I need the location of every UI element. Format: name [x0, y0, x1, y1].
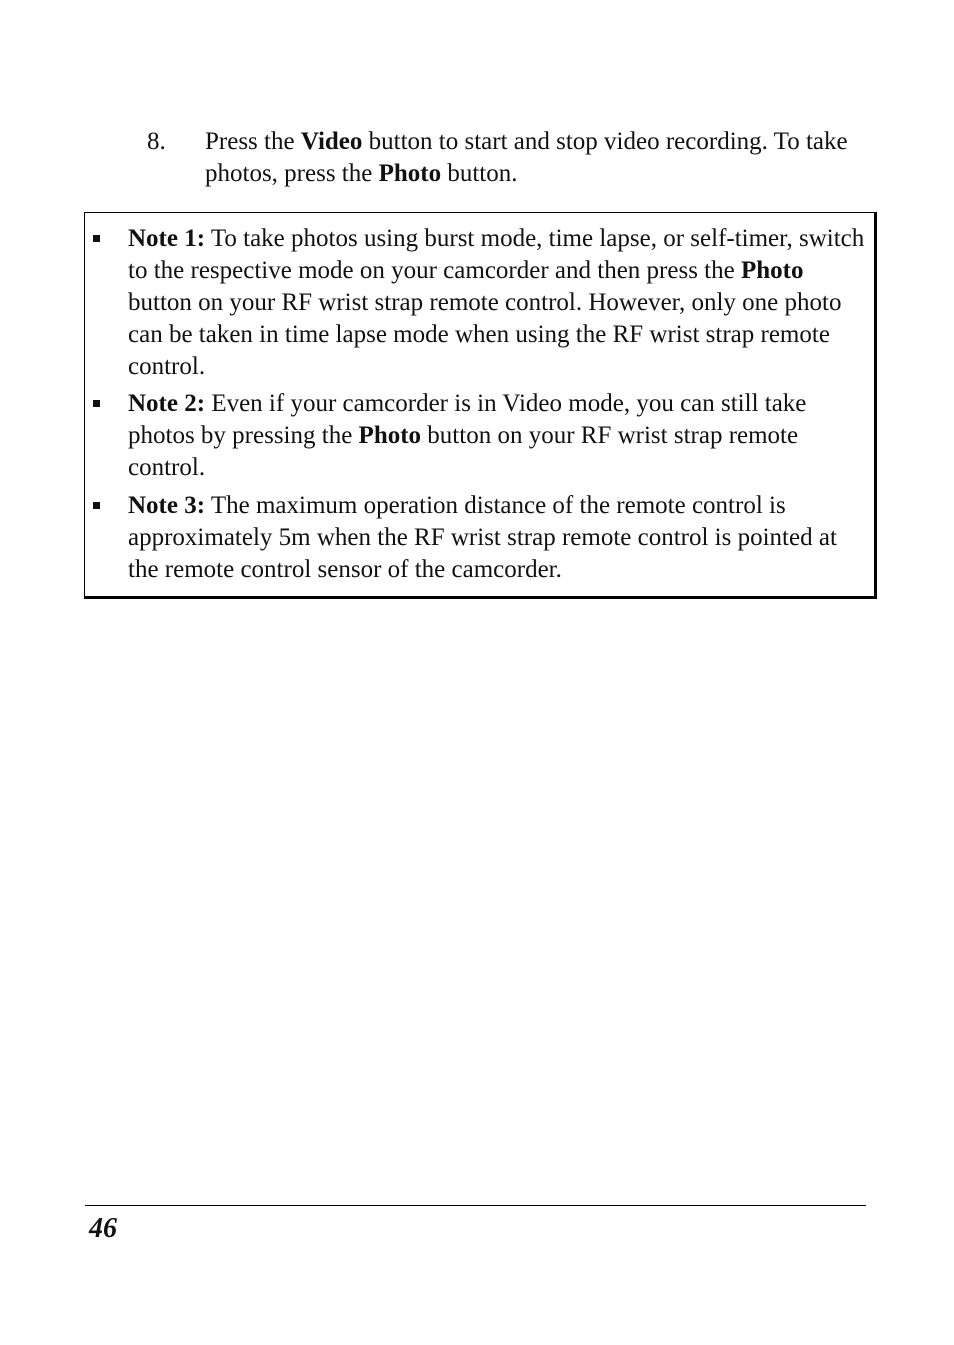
video-button-label: Video [300, 128, 363, 155]
note-text-part: Even if your camcorder is in Video mode, you can still take photos by pressing the [128, 390, 807, 449]
footer-divider [85, 1205, 866, 1206]
bullet-icon [93, 502, 100, 509]
note-label: Note 3: [128, 492, 206, 519]
page-number: 46 [89, 1213, 117, 1244]
note-text-part: button on your RF wrist strap remote control. [128, 422, 799, 481]
step-text-part: Press the [205, 128, 301, 155]
note-text [128, 490, 868, 586]
note-label: Note 1: [128, 225, 206, 252]
photo-button-label: Photo [358, 422, 422, 449]
note-text-part: button on your RF wrist strap remote control. However, only one photo can be taken in time lapse mode when using the RF wrist strap remote control. [128, 289, 842, 380]
step-8 [147, 126, 867, 190]
step-number: 8. [147, 128, 166, 155]
bullet-icon [93, 235, 100, 242]
note-1 [85, 223, 874, 383]
note-3 [85, 490, 874, 586]
step-text [205, 126, 867, 190]
photo-button-label: Photo [740, 257, 804, 284]
bullet-icon [93, 400, 100, 407]
note-label: Note 2: [128, 390, 206, 417]
photo-button-label: Photo [378, 160, 442, 187]
note-2 [85, 388, 874, 484]
note-text [128, 388, 868, 484]
note-text-part: The maximum operation distance of the remote control is approximately 5m when the RF wrist strap remote control is pointed at the remote control sensor of the camcorder. [128, 492, 837, 583]
step-text-part: button to start and stop video recording. To take photos, press the [205, 128, 848, 187]
notes-box [84, 212, 877, 599]
step-text-part: button. [441, 160, 518, 187]
note-text [128, 223, 868, 383]
note-text-part: To take photos using burst mode, time lapse, or self-timer, switch to the respective mode on your camcorder and then press the [128, 225, 865, 284]
